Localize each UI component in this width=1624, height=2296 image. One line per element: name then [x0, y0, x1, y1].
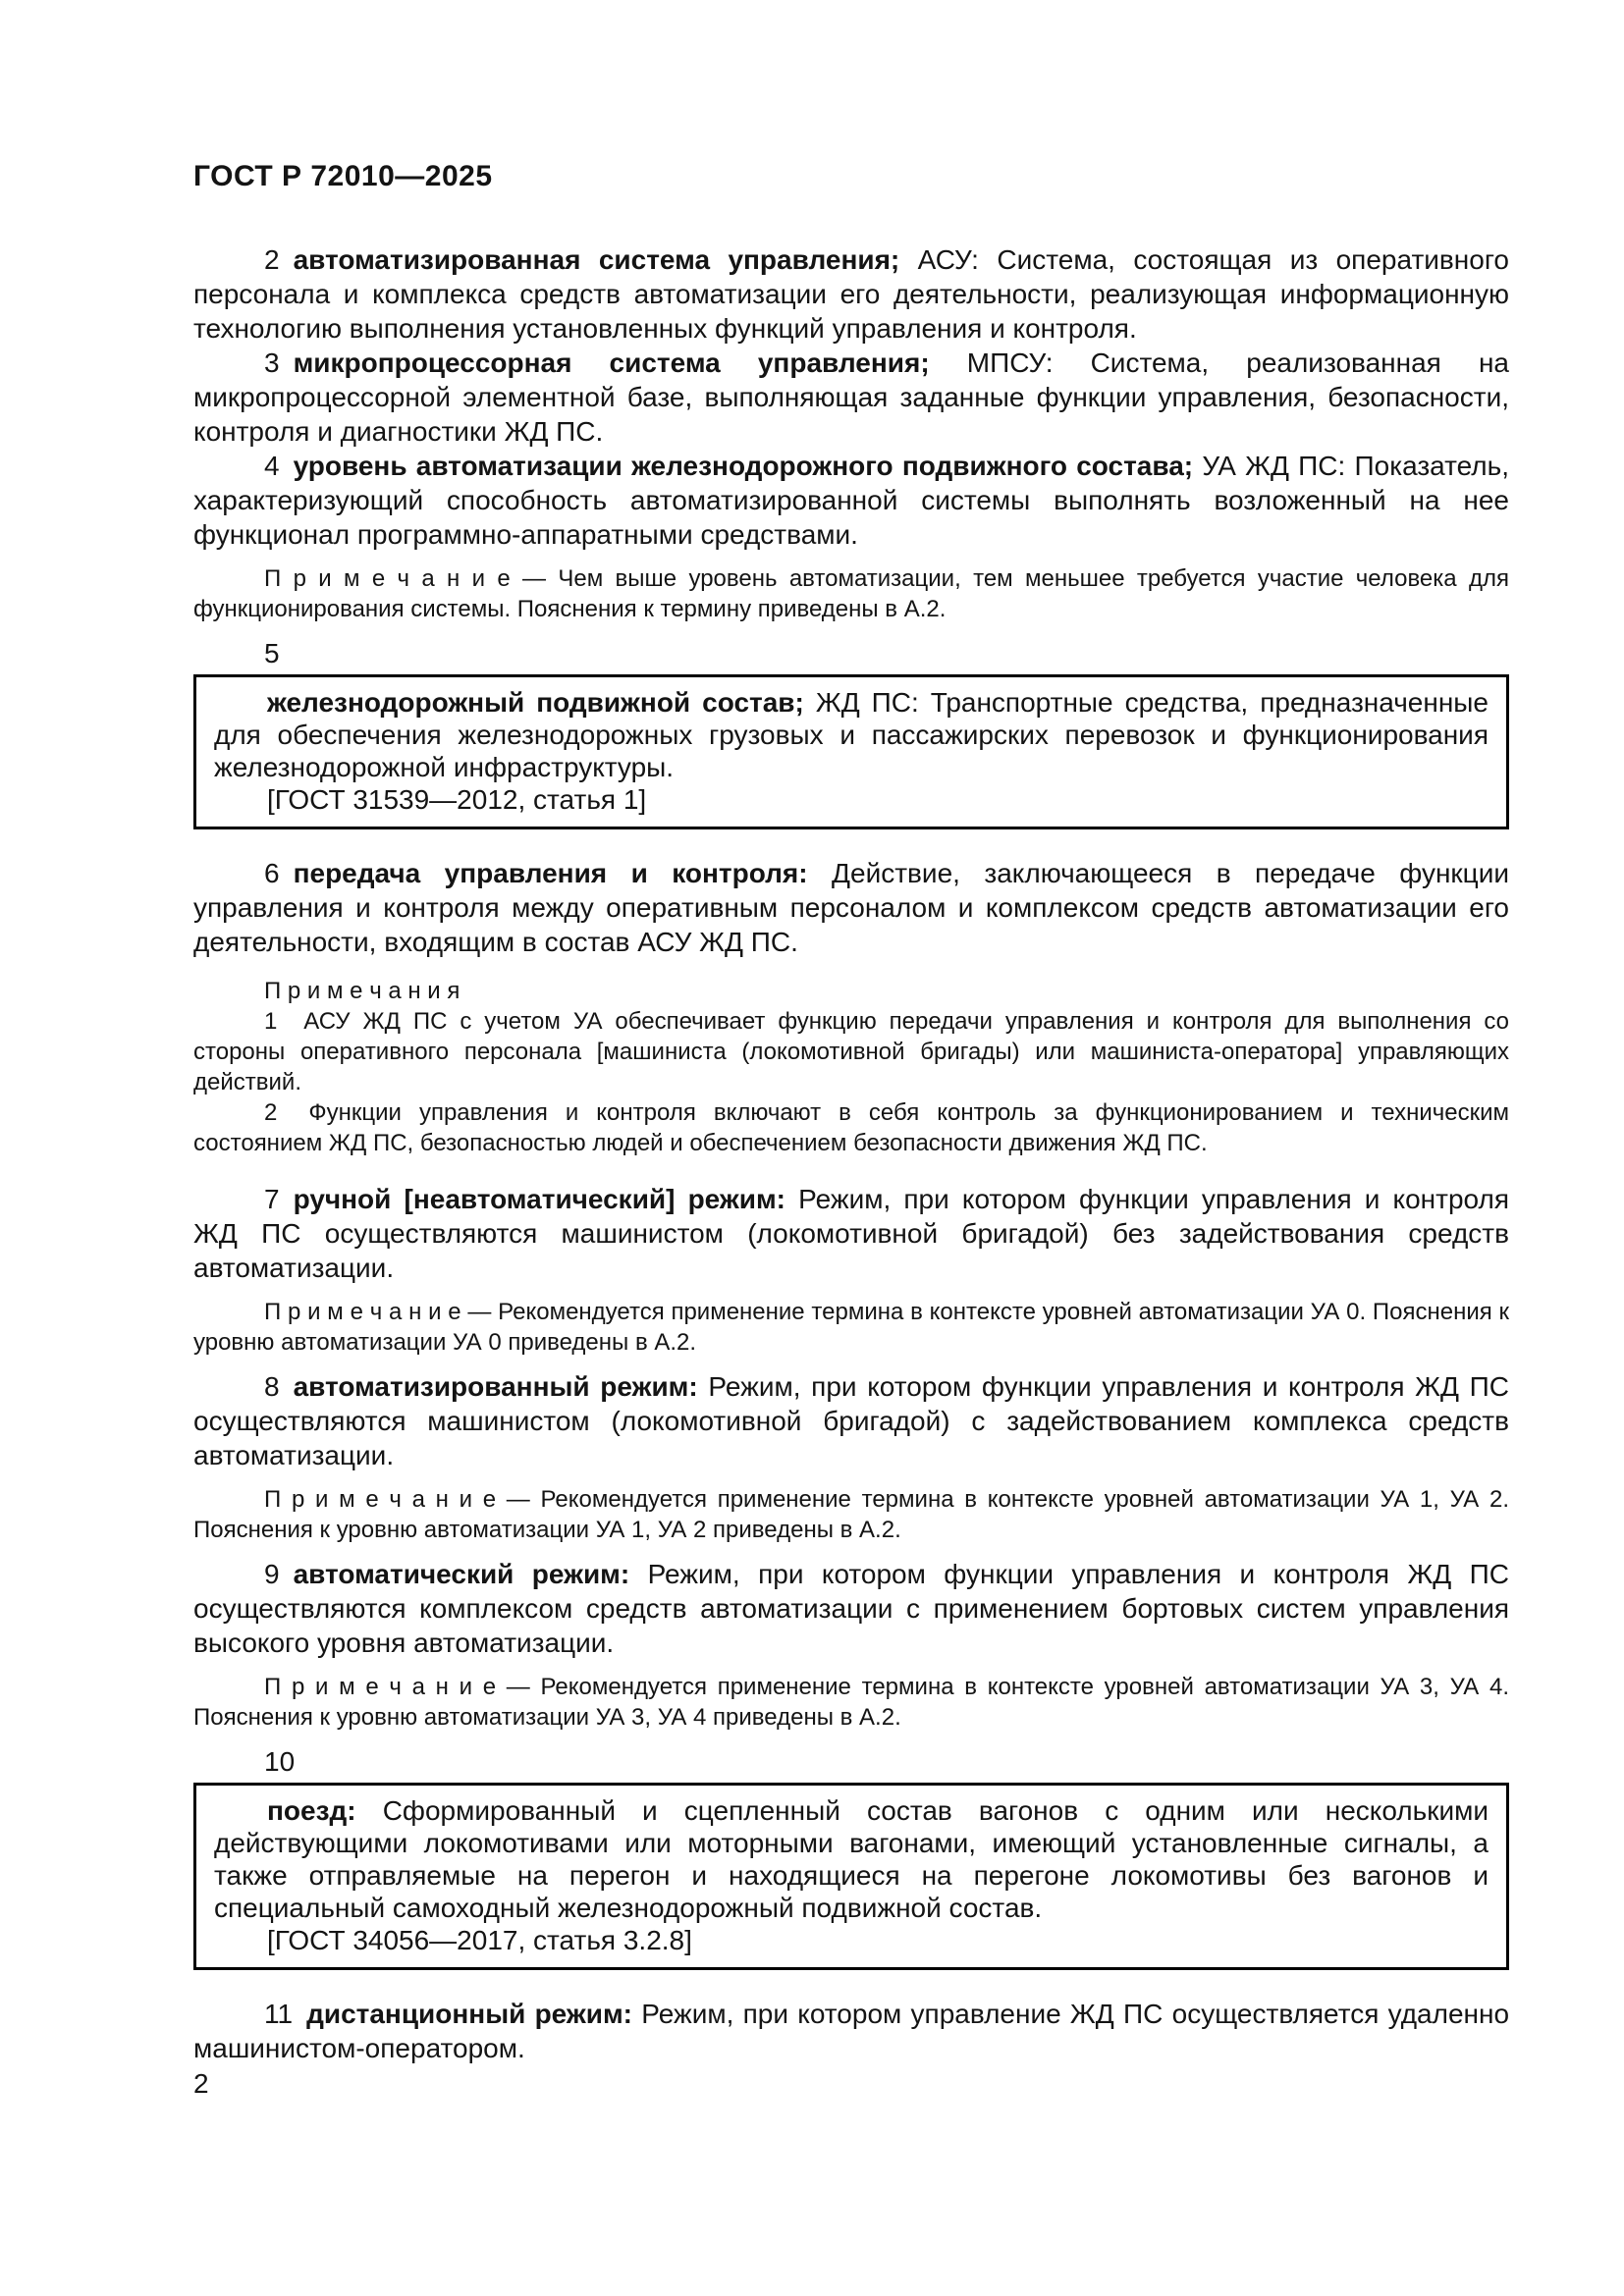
- term-definition: Режим, при котором функции управления и контроля ЖД ПС осуществляются машинистом (локомотивной бригадой) без задействования средств автоматизации.: [193, 1184, 1509, 1283]
- quote-term-name: железнодорожный подвижной состав;: [267, 687, 804, 718]
- term-paragraph-11: [193, 1997, 1509, 2065]
- note-term-4: [193, 563, 1509, 624]
- term-definition: Режим, при котором функции управления и контроля ЖД ПС осуществляются машинистом (локомотивной бригадой) с задействованием комплекса средств автоматизации.: [193, 1371, 1509, 1470]
- term-number: 4: [264, 451, 280, 481]
- term-definition: Режим, при котором управление ЖД ПС осуществляется удаленно машинистом-оператором.: [193, 1999, 1510, 2063]
- term-number: 6: [264, 858, 280, 888]
- term-name: уровень автоматизации железнодорожного подвижного состава;: [293, 451, 1194, 481]
- quote-term-name: поезд:: [267, 1795, 356, 1826]
- term-number: 9: [264, 1559, 280, 1589]
- term-paragraph-8: [193, 1369, 1509, 1472]
- quote-term-definition: ЖД ПС: Транспортные средства, предназначенные для обеспечения железнодорожных грузовых и пассажирских перевозок и функционирования железнодорожной инфраструктуры.: [214, 687, 1489, 782]
- term-number: 3: [264, 347, 280, 378]
- term-paragraph-3: [193, 346, 1509, 449]
- document-title: ГОСТ Р 72010—2025: [193, 160, 493, 192]
- term-number: 8: [264, 1371, 280, 1402]
- term-name: автоматический режим:: [293, 1559, 630, 1589]
- note-item-text: АСУ ЖД ПС с учетом УА обеспечивает функцию передачи управления и контроля для выполнения со стороны оперативного персонала [машиниста (локомотивной бригады) или машиниста-оператора] управляющих действий.: [193, 1008, 1509, 1095]
- note-item-1: [193, 1006, 1509, 1097]
- note-label: П р и м е ч а н и е: [264, 1674, 497, 1700]
- term-paragraph-4: [193, 449, 1509, 552]
- term-name: ручной [неавтоматический] режим:: [293, 1184, 785, 1214]
- term-number: 2: [264, 244, 280, 275]
- page-content: [193, 160, 1509, 2065]
- term-definition: АСУ: Система, состоящая из оперативного персонала и комплекса средств автоматизации его деятельности, реализующая информационную технологию выполнения установленных функций управления и контроля.: [193, 244, 1509, 344]
- quote-paragraph: [214, 1794, 1489, 1924]
- term-name: передача управления и контроля:: [293, 858, 808, 888]
- standalone-number-10: 10: [264, 1746, 296, 1777]
- quoted-term-box-1: [193, 674, 1509, 829]
- term-definition: УА ЖД ПС: Показатель, характеризующий способность автоматизированной системы выполнять возложенный на нее функционал программно-аппаратными средствами.: [193, 451, 1509, 550]
- term-definition: Действие, заключающееся в передаче функции управления и контроля между оперативным персоналом и комплексом средств автоматизации его деятельности, входящим в состав АСУ ЖД ПС.: [193, 858, 1509, 957]
- term-number: 7: [264, 1184, 280, 1214]
- quote-source: [ГОСТ 31539—2012, статья 1]: [267, 784, 647, 815]
- page-number: 2: [193, 2068, 209, 2099]
- term-number: 11: [264, 1999, 294, 2029]
- note-text: — Рекомендуется применение термина в контексте уровней автоматизации УА 1, УА 2. Пояснения к уровню автоматизации УА 1, УА 2 приведены в А.2.: [193, 1486, 1509, 1543]
- term-paragraph-9: [193, 1557, 1509, 1660]
- term-definition: МПСУ: Система, реализованная на микропроцессорной элементной базе, выполняющая заданные функции управления, безопасности, контроля и диагностики ЖД ПС.: [193, 347, 1509, 447]
- note-item-text: Функции управления и контроля включают в себя контроль за функционированием и техническим состоянием ЖД ПС, безопасностью людей и обеспечением безопасности движения ЖД ПС.: [193, 1099, 1509, 1156]
- quoted-term-box-2: [193, 1783, 1509, 1970]
- term-name: автоматизированный режим:: [293, 1371, 698, 1402]
- note-term-9: [193, 1672, 1509, 1733]
- term-name: дистанционный режим:: [306, 1999, 632, 2029]
- note-item-number: 2: [264, 1099, 278, 1126]
- term-definition: Режим, при котором функции управления и контроля ЖД ПС осуществляются комплексом средств автоматизации с применением бортовых систем управления высокого уровня автоматизации.: [193, 1559, 1510, 1658]
- note-label: П р и м е ч а н и е: [264, 1299, 461, 1325]
- term-name: микропроцессорная система управления;: [293, 347, 930, 378]
- note-term-7: [193, 1297, 1509, 1358]
- note-text: — Рекомендуется применение термина в контексте уровней автоматизации УА 0. Пояснения к уровню автоматизации УА 0 приведены в А.2.: [193, 1299, 1509, 1356]
- note-label: П р и м е ч а н и е: [264, 1486, 497, 1513]
- note-text: — Рекомендуется применение термина в контексте уровней автоматизации УА 3, УА 4. Пояснения к уровню автоматизации УА 3, УА 4 приведены в А.2.: [193, 1674, 1509, 1731]
- standalone-number-5: 5: [264, 638, 280, 668]
- notes-header: П р и м е ч а н и я: [264, 978, 460, 1004]
- term-name: автоматизированная система управления;: [293, 244, 900, 275]
- note-item-2: [193, 1097, 1509, 1158]
- term-paragraph-7: [193, 1182, 1509, 1285]
- quote-term-definition: Сформированный и сцепленный состав вагонов с одним или несколькими действующими локомотивами или моторными вагонами, имеющий установленные сигналы, а также отправляемые на перегон и находящиеся на перегоне локомотивы без вагонов и специальный самоходный железнодорожный подвижной состав.: [214, 1795, 1489, 1923]
- term-paragraph-6: [193, 856, 1509, 959]
- notes-group-term-6: [193, 976, 1509, 1158]
- note-item-number: 1: [264, 1008, 278, 1035]
- note-label: П р и м е ч а н и е: [264, 565, 511, 592]
- note-term-8: [193, 1484, 1509, 1545]
- quote-source: [ГОСТ 34056—2017, статья 3.2.8]: [267, 1925, 692, 1955]
- note-text: — Чем выше уровень автоматизации, тем меньшее требуется участие человека для функционирования системы. Пояснения к термину приведены в А.2.: [193, 565, 1509, 622]
- term-paragraph-2: [193, 242, 1509, 346]
- quote-paragraph: [214, 686, 1489, 783]
